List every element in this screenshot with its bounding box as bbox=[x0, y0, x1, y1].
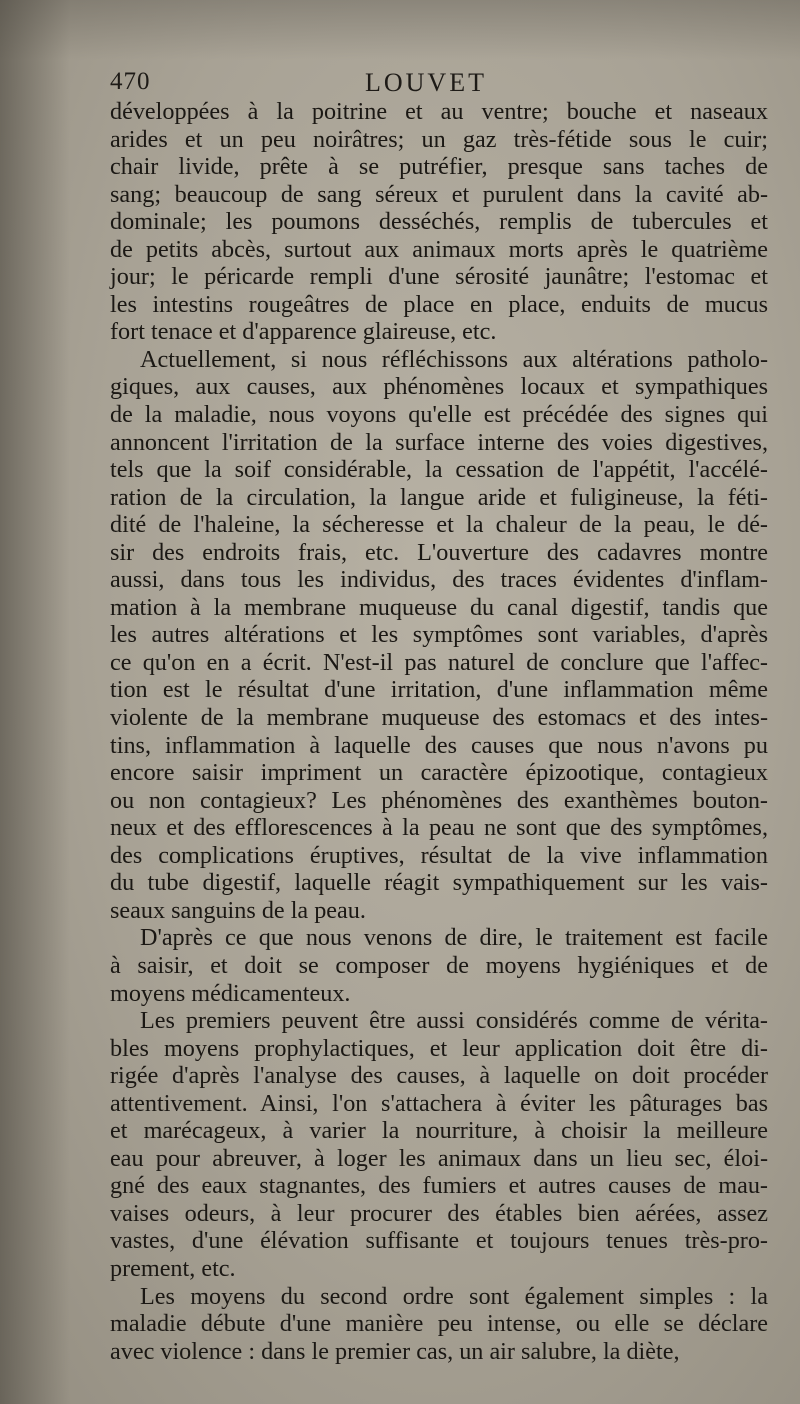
text-line: ration de la circulation, la langue aride et fuligineuse, la féti- bbox=[110, 483, 768, 511]
top-shadow bbox=[0, 0, 800, 60]
text-line: eau pour abreuver, à loger les animaux dans un lieu sec, éloi- bbox=[110, 1144, 768, 1172]
text-line: dité de l'haleine, la sécheresse et la chaleur de la peau, le dé- bbox=[110, 511, 768, 539]
text-line: maladie débute d'une manière peu intense, ou elle se déclare bbox=[110, 1310, 768, 1338]
text-line: sang; beaucoup de sang séreux et purulent dans la cavité ab- bbox=[110, 180, 768, 208]
text-line: annoncent l'irritation de la surface interne des voies digestives, bbox=[110, 428, 768, 456]
text-line: chair livide, prête à se putréfier, presque sans taches de bbox=[110, 153, 768, 181]
text-line: avec violence : dans le premier cas, un air salubre, la diète, bbox=[110, 1337, 680, 1365]
text-line: jour; le péricarde rempli d'une sérosité jaunâtre; l'estomac et bbox=[110, 263, 768, 291]
paragraph bbox=[110, 98, 768, 346]
text-line: prement, etc. bbox=[110, 1254, 236, 1282]
page-header bbox=[110, 68, 750, 102]
text-line: arides et un peu noirâtres; un gaz très-fétide sous le cuir; bbox=[110, 125, 768, 153]
running-title: LOUVET bbox=[365, 68, 487, 97]
text-line: du tube digestif, laquelle réagit sympathiquement sur les vais- bbox=[110, 869, 768, 897]
text-line: bles moyens prophylactiques, et leur application doit être di- bbox=[110, 1034, 768, 1062]
text-line: et marécageux, à varier la nourriture, à choisir la meilleure bbox=[110, 1117, 768, 1145]
text-line: les autres altérations et les symptômes sont variables, d'après bbox=[110, 621, 768, 649]
text-line: Les premiers peuvent être aussi considérés comme de vérita- bbox=[140, 1007, 768, 1035]
text-line: aussi, dans tous les individus, des traces évidentes d'inflam- bbox=[110, 566, 768, 594]
paragraph bbox=[110, 1007, 768, 1282]
paragraph bbox=[110, 1283, 768, 1366]
text-line: dominale; les poumons desséchés, remplis de tubercules et bbox=[110, 208, 768, 236]
paragraph bbox=[110, 924, 768, 1007]
text-line: tels que la soif considérable, la cessation de l'appétit, l'accélé- bbox=[110, 456, 768, 484]
text-line: ce qu'on en a écrit. N'est-il pas naturel de conclure que l'affec- bbox=[110, 648, 768, 676]
text-line: les intestins rougeâtres de place en place, enduits de mucus bbox=[110, 290, 768, 318]
text-line: moyens médicamenteux. bbox=[110, 979, 351, 1007]
text-line: Les moyens du second ordre sont également simples : la bbox=[140, 1282, 768, 1310]
text-line: attentivement. Ainsi, l'on s'attachera à éviter les pâturages bas bbox=[110, 1089, 768, 1117]
text-line: développées à la poitrine et au ventre; bouche et naseaux bbox=[110, 98, 768, 125]
text-line: rigée d'après l'analyse des causes, à laquelle on doit procéder bbox=[110, 1062, 768, 1090]
text-line: de la maladie, nous voyons qu'elle est précédée des signes qui bbox=[110, 401, 768, 429]
text-line: violente de la membrane muqueuse des estomacs et des intes- bbox=[110, 704, 768, 732]
text-line: de petits abcès, surtout aux animaux morts après le quatrième bbox=[110, 235, 768, 263]
text-line: D'après ce que nous venons de dire, le traitement est facile bbox=[140, 924, 768, 952]
text-line: seaux sanguins de la peau. bbox=[110, 896, 366, 924]
text-line: ou non contagieux? Les phénomènes des exanthèmes bouton- bbox=[110, 786, 768, 814]
text-line: giques, aux causes, aux phénomènes locaux et sympathiques bbox=[110, 373, 768, 401]
text-line: sir des endroits frais, etc. L'ouverture des cadavres montre bbox=[110, 538, 768, 566]
text-line: encore saisir impriment un caractère épizootique, contagieux bbox=[110, 759, 768, 787]
text-line: vastes, d'une élévation suffisante et toujours tenues très-pro- bbox=[110, 1227, 768, 1255]
text-line: mation à la membrane muqueuse du canal digestif, tandis que bbox=[110, 593, 768, 621]
text-line: gné des eaux stagnantes, des fumiers et autres causes de mau- bbox=[110, 1172, 768, 1200]
spine-shadow bbox=[0, 0, 70, 1404]
body-text bbox=[110, 98, 768, 1365]
text-line: neux et des efflorescences à la peau ne sont que des symptômes, bbox=[110, 814, 768, 842]
text-line: Actuellement, si nous réfléchissons aux altérations patholo- bbox=[140, 345, 768, 373]
paragraph bbox=[110, 346, 768, 924]
text-line: à saisir, et doit se composer de moyens hygiéniques et de bbox=[110, 951, 768, 979]
text-line: des complications éruptives, résultat de la vive inflammation bbox=[110, 841, 768, 869]
text-line: tion est le résultat d'une irritation, d'une inflammation même bbox=[110, 676, 768, 704]
text-line: fort tenace et d'apparence glaireuse, etc. bbox=[110, 318, 497, 346]
text-line: vaises odeurs, à leur procurer des étables bien aérées, assez bbox=[110, 1199, 768, 1227]
text-line: tins, inflammation à laquelle des causes que nous n'avons pu bbox=[110, 731, 768, 759]
page-number: 470 bbox=[110, 68, 151, 95]
